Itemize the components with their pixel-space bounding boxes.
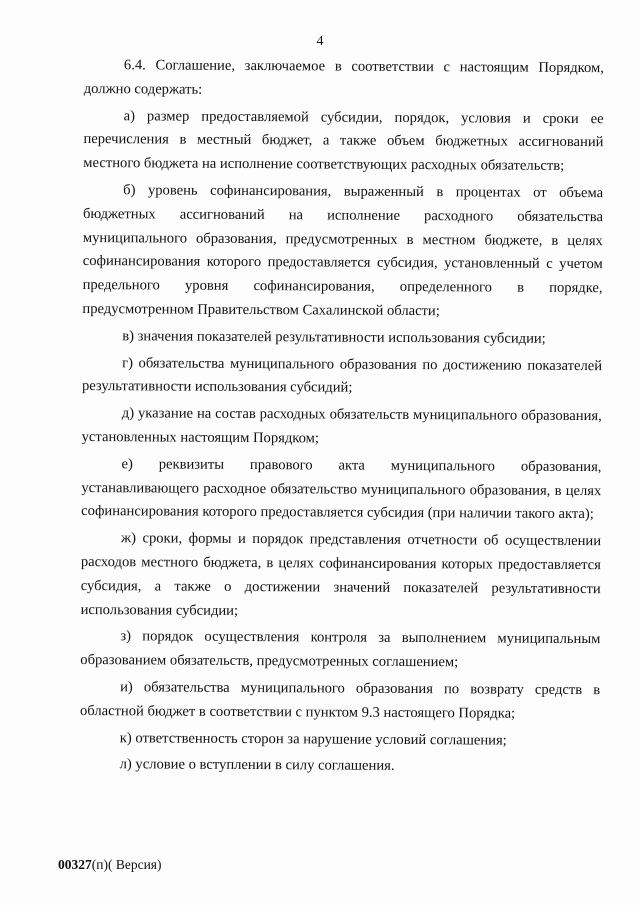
paragraph-item-g: г) обязательства муниципального образования по достижению показателей результативности использования субсидий; [81, 354, 603, 397]
paragraph-item-a: а) размер предоставляемой субсидии, порядок, условия и сроки ее перечисления в местный бюджет, а также объем бюджетных ассигнований местного бюджета на исполнение соответствующих расходных обязательств; [83, 107, 604, 175]
paragraph-item-k: к) ответственность сторон за нарушение условий соглашения; [119, 729, 507, 749]
page-number: 4 [316, 34, 324, 49]
paragraph-item-z: з) порядок осуществления контроля за выполнением муниципальным образованием обязательств, предусмотренных соглашением; [80, 628, 601, 671]
paragraph-item-zh: ж) сроки, формы и порядок представления отчетности об осуществлении расходов местного бюджета, в целях софинансирования которых предоставляется субсидия, а также о достижении значений показателей результативности использования субсидии; [80, 530, 602, 619]
paragraph-item-e: е) реквизиты правового акта муниципального образования, устанавливающего расходное обязательство муниципального образования, в целях софинансирования которого предоставляется субсидия (при наличии такого акта); [81, 455, 602, 523]
paragraph-item-v: в) значения показателей результативности использования субсидии; [122, 328, 546, 347]
document-code: 00327 [58, 857, 92, 872]
paragraph-item-l: л) условие о вступлении в силу соглашения. [119, 756, 395, 775]
document-code-suffix: (п)( Версия) [91, 857, 162, 872]
document-body [80, 54, 604, 783]
paragraph-item-i: и) обязательства муниципального образования по возврату средств в областной бюджет в соответствии с пунктом 9.3 настоящего Порядка; [79, 679, 601, 722]
document-footer [58, 857, 162, 873]
paragraph-item-b: б) уровень софинансирования, выраженный в процентах от объема бюджетных ассигнований на исполнение расходного обязательства муниципального образования, предусмотренных в местном бюджете, в целях софинансирования которого предоставляется субсидия, установленный с учетом предельного уровня софинансирования, определенного в порядке, предусмотренном Правительством Сахалинской области; [82, 182, 604, 320]
paragraph-item-d: д) указание на состав расходных обязательств муниципального образования, установленных настоящим Порядком; [81, 405, 602, 447]
paragraph-6-4: 6.4. Соглашение, заключаемое в соответствии с настоящим Порядком, должно содержать: [83, 57, 604, 98]
